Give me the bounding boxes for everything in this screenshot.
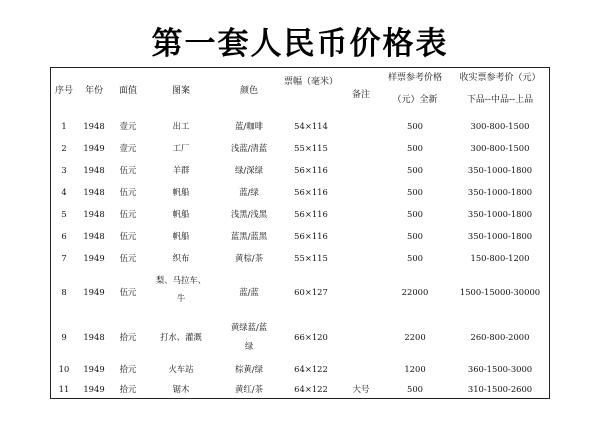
cell-size: 56×116 <box>294 230 328 241</box>
cell-sample-price: 500 <box>407 142 423 153</box>
cell-denomination: 壹元 <box>119 120 137 131</box>
cell-seq: 10 <box>58 363 70 374</box>
cell-collect-price: 350-1000-1800 <box>467 164 533 175</box>
cell-collect-price: 300-800-1500 <box>470 142 530 153</box>
cell-year: 1949 <box>83 286 105 297</box>
cell-design-line2: 牛 <box>176 292 186 303</box>
table-row <box>51 359 549 379</box>
cell-color: 蓝黑/蓝黑 <box>230 230 268 241</box>
table-row <box>51 203 549 225</box>
cell-collect-price: 260-800-2000 <box>470 331 530 342</box>
cell-note <box>341 115 381 137</box>
cell-color: 棕黄/绿 <box>235 363 263 374</box>
cell-design-line1: 梨、马拉车、 <box>155 274 207 285</box>
cell-color: 蓝/蓝 <box>239 286 259 297</box>
cell-denomination: 壹元 <box>119 142 137 153</box>
cell-denomination: 拾元 <box>119 331 137 342</box>
cell-design: 帆船 <box>172 186 190 197</box>
cell-year: 1949 <box>83 363 105 374</box>
cell-design: 帆船 <box>172 208 190 219</box>
cell-note <box>341 137 381 159</box>
table-row <box>51 269 549 315</box>
cell-design: 火车站 <box>168 363 194 374</box>
header-sample-price-line2: （元）全新 <box>392 95 438 106</box>
cell-color: 黄棕/茶 <box>235 252 263 263</box>
cell-denomination: 伍元 <box>119 230 137 241</box>
cell-design: 工厂 <box>172 142 190 153</box>
cell-size: 56×116 <box>294 186 328 197</box>
cell-size: 56×116 <box>294 164 328 175</box>
cell-sample-price: 500 <box>407 164 423 175</box>
cell-design: 帆船 <box>172 230 190 241</box>
cell-collect-price: 150-800-1200 <box>470 252 530 263</box>
cell-seq: 9 <box>61 331 67 342</box>
header-seq: 序号 <box>54 86 73 97</box>
cell-sample-price: 2200 <box>404 331 426 342</box>
cell-denomination: 拾元 <box>119 363 137 374</box>
table-row <box>51 315 549 359</box>
cell-sample-price: 1200 <box>404 363 426 374</box>
cell-sample-price: 500 <box>407 252 423 263</box>
cell-seq: 2 <box>61 142 67 153</box>
cell-sample-price: 500 <box>407 383 423 394</box>
header-collect-price-line2: 下品--中品--上品 <box>466 95 534 106</box>
cell-sample-price: 500 <box>407 208 423 219</box>
cell-collect-price: 350-1000-1800 <box>467 208 533 219</box>
cell-color: 绿/深绿 <box>235 164 263 175</box>
cell-collect-price: 360-1500-3000 <box>467 363 533 374</box>
cell-color: 蓝/绿 <box>239 186 259 197</box>
cell-note <box>341 315 381 359</box>
cell-seq: 4 <box>61 186 67 197</box>
page-title: 第一套人民币价格表 <box>151 26 449 62</box>
table-row <box>51 159 549 181</box>
cell-note <box>341 247 381 269</box>
header-denomination: 面值 <box>118 86 137 97</box>
cell-size: 66×120 <box>294 331 328 342</box>
cell-size: 60×127 <box>294 286 328 297</box>
header-size: 票幅（毫米） <box>283 77 338 88</box>
cell-year: 1948 <box>83 164 105 175</box>
cell-size: 64×122 <box>294 363 328 374</box>
cell-seq: 11 <box>58 383 70 394</box>
cell-size: 64×122 <box>294 383 328 394</box>
cell-size: 54×114 <box>294 120 328 131</box>
cell-collect-price: 350-1000-1800 <box>467 186 533 197</box>
table-header <box>51 68 549 116</box>
cell-size: 56×116 <box>294 208 328 219</box>
cell-design: 出工 <box>172 120 190 131</box>
cell-year: 1949 <box>83 383 105 394</box>
cell-note <box>341 359 381 379</box>
cell-denomination: 伍元 <box>119 252 137 263</box>
cell-note: 大号 <box>352 383 370 394</box>
cell-seq: 5 <box>61 208 67 219</box>
cell-note <box>341 269 381 315</box>
cell-design: 打水、灌溉 <box>160 331 202 342</box>
header-design: 图案 <box>171 86 190 97</box>
cell-seq: 1 <box>61 120 67 131</box>
cell-collect-price: 310-1500-2600 <box>467 383 533 394</box>
header-year: 年份 <box>84 86 103 97</box>
cell-year: 1948 <box>83 208 105 219</box>
cell-size: 55×115 <box>294 142 328 153</box>
cell-sample-price: 500 <box>407 120 423 131</box>
cell-color: 蓝/咖啡 <box>235 120 263 131</box>
cell-color-line1: 黄绿蓝/蓝 <box>230 321 268 332</box>
cell-year: 1948 <box>83 230 105 241</box>
cell-collect-price: 300-800-1500 <box>470 120 530 131</box>
cell-size: 55×115 <box>294 252 328 263</box>
cell-seq: 3 <box>61 164 67 175</box>
cell-design: 羊群 <box>172 164 190 175</box>
header-sample-price-line1: 样票参考价格 <box>387 73 442 84</box>
table-row <box>51 181 549 203</box>
cell-seq: 6 <box>61 230 67 241</box>
cell-color-line2: 绿 <box>244 340 254 351</box>
cell-year: 1949 <box>83 252 105 263</box>
header-color: 颜色 <box>239 86 258 97</box>
cell-year: 1949 <box>83 142 105 153</box>
cell-design: 锯木 <box>172 383 190 394</box>
header-collect-price-line1: 收实票参考价（元） <box>459 73 541 84</box>
table-row <box>51 247 549 269</box>
cell-color: 浅黑/浅黑 <box>230 208 268 219</box>
price-table <box>50 67 550 399</box>
cell-design: 织布 <box>172 252 190 263</box>
cell-note <box>341 181 381 203</box>
cell-note <box>341 225 381 247</box>
cell-year: 1948 <box>83 331 105 342</box>
cell-collect-price: 350-1000-1800 <box>467 230 533 241</box>
table-row <box>51 137 549 159</box>
cell-color: 浅蓝/清蓝 <box>230 142 268 153</box>
cell-denomination: 伍元 <box>119 208 137 219</box>
cell-denomination: 拾元 <box>119 383 137 394</box>
cell-seq: 7 <box>61 252 67 263</box>
cell-collect-price: 1500-15000-30000 <box>459 286 541 297</box>
cell-sample-price: 22000 <box>401 286 429 297</box>
cell-sample-price: 500 <box>407 186 423 197</box>
cell-denomination: 伍元 <box>119 186 137 197</box>
cell-sample-price: 500 <box>407 230 423 241</box>
table-row <box>51 379 549 399</box>
table-row <box>51 225 549 247</box>
cell-year: 1948 <box>83 120 105 131</box>
cell-color: 黄红/茶 <box>235 383 263 394</box>
cell-year: 1948 <box>83 186 105 197</box>
cell-denomination: 伍元 <box>119 164 137 175</box>
cell-note <box>341 203 381 225</box>
table-row <box>51 115 549 137</box>
cell-denomination: 伍元 <box>119 286 137 297</box>
cell-seq: 8 <box>61 286 67 297</box>
header-note: 备注 <box>351 90 370 101</box>
cell-note <box>341 159 381 181</box>
